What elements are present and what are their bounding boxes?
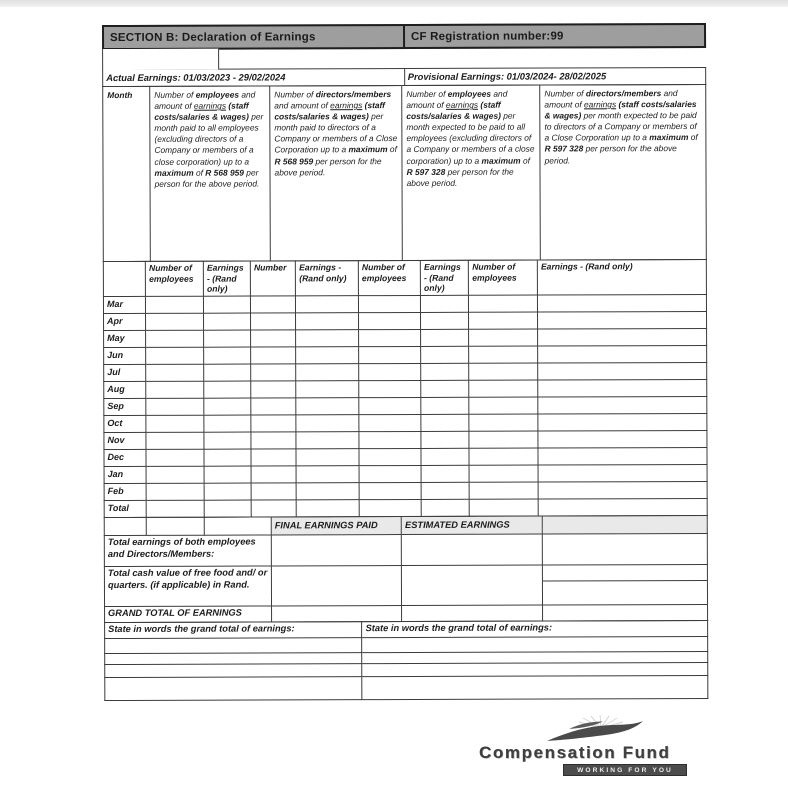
words-write-in-cell[interactable] [105,653,363,665]
state-in-words-block [104,620,708,701]
earnings-cell[interactable] [358,296,420,313]
earnings-cell[interactable] [359,432,421,449]
earnings-cell[interactable] [421,329,469,346]
total-label: Total [104,501,146,518]
gap-strip [102,47,706,70]
earnings-cell[interactable] [359,500,421,517]
grand-total-estimated-cell[interactable] [402,605,543,621]
state-in-words-label-right: State in words the grand total of earnings: [362,621,708,638]
month-label: Aug [104,382,146,399]
earnings-cell[interactable] [146,398,204,415]
column-subheader: Number [250,261,295,296]
column-subheader: Number of employees [146,261,204,296]
words-write-in-cell[interactable] [105,638,363,654]
declaration-of-earnings-form [102,24,708,701]
earnings-cell[interactable] [538,465,707,483]
logo-tagline: WORKING FOR YOU [563,764,687,776]
earnings-cell[interactable] [251,347,296,364]
earnings-cell[interactable] [204,381,251,398]
earnings-cell[interactable] [204,449,251,466]
summary-blank-cell [146,517,204,535]
earnings-cell[interactable] [538,346,707,364]
earnings-cell[interactable] [146,483,204,500]
words-write-in-cell[interactable] [362,676,708,700]
total-cash-extra-cell[interactable] [542,565,707,606]
earnings-cell[interactable] [470,499,539,516]
earnings-cell[interactable] [421,482,469,499]
compensation-fund-logo [479,714,689,776]
total-earnings-final-cell[interactable] [271,535,401,566]
summary-blank-cell [542,516,707,535]
earnings-cell[interactable] [538,414,707,432]
month-row [104,363,707,382]
earnings-cell[interactable] [296,296,359,313]
earnings-cell[interactable] [296,313,359,330]
earnings-cell[interactable] [538,295,707,313]
column-descriptions [102,84,707,262]
earnings-cell[interactable] [538,312,707,330]
state-in-words-label-left: State in words the grand total of earnings: [105,622,363,639]
earnings-cell[interactable] [251,500,296,517]
summary-blank-cell [104,518,146,536]
gap-box [102,49,219,70]
earnings-cell[interactable] [296,483,359,500]
earnings-cell[interactable] [421,499,469,516]
earnings-cell[interactable] [296,398,359,415]
final-earnings-paid-header: FINAL EARNINGS PAID [271,517,401,535]
earnings-cell[interactable] [296,347,359,364]
words-write-in-cell[interactable] [362,663,708,677]
logo-hands-icon [543,714,647,746]
month-row [104,448,707,467]
column-subheader: Earnings - (Rand only) [537,259,706,295]
earnings-cell[interactable] [296,415,359,432]
earnings-cell[interactable] [296,500,359,517]
earnings-cell[interactable] [204,432,251,449]
earnings-cell[interactable] [359,364,421,381]
earnings-cell[interactable] [421,397,469,414]
month-label: Sep [104,399,146,416]
earnings-cell[interactable] [538,448,707,466]
earnings-cell[interactable] [146,449,204,466]
earnings-cell[interactable] [538,380,707,398]
earnings-cell[interactable] [251,364,296,381]
earnings-cell[interactable] [469,465,538,482]
earnings-cell[interactable] [359,347,421,364]
earnings-cell[interactable] [204,347,251,364]
earnings-cell[interactable] [359,483,421,500]
earnings-cell[interactable] [359,398,421,415]
column-subheader: Number of employees [358,260,420,295]
earnings-cell[interactable] [296,364,359,381]
earnings-cell[interactable] [359,330,421,347]
earnings-cell[interactable] [421,448,469,465]
month-row [104,465,707,484]
earnings-cell[interactable] [251,296,296,313]
earnings-cell[interactable] [146,296,204,313]
summary-block [104,515,708,623]
earnings-cell[interactable] [421,431,469,448]
total-earnings-estimated-cell[interactable] [402,534,543,565]
earnings-cell[interactable] [146,330,204,347]
earnings-cell[interactable] [469,312,538,329]
earnings-cell[interactable] [469,482,538,499]
actual-directors-description: Number of directors/members and amount of earnings (staff costs/salaries & wages) per month paid to directors of a Company or members of a Close Corporation up to a maximum of R 568 959 per person for the above period. [270,86,403,261]
words-write-in-cell[interactable] [105,664,363,678]
total-cash-value-label: Total cash value of free food and/ or quarters. (if applicable) in Rand. [104,566,271,607]
earnings-cell[interactable] [469,397,538,414]
summary-blank-cell [204,517,271,535]
earnings-cell[interactable] [204,466,251,483]
earnings-cell[interactable] [538,397,707,415]
month-label: Jun [104,348,146,365]
earnings-cell[interactable] [469,380,538,397]
earnings-cell[interactable] [146,466,204,483]
section-title: SECTION B: Declaration of Earnings [110,30,316,44]
month-label: Feb [104,484,146,501]
earnings-cell[interactable] [204,500,251,517]
earnings-cell[interactable] [359,313,421,330]
earnings-cell[interactable] [204,483,251,500]
earnings-cell[interactable] [251,449,296,466]
earnings-cell[interactable] [204,398,251,415]
earnings-cell[interactable] [296,449,359,466]
earnings-cell[interactable] [146,313,204,330]
month-label: Oct [104,416,146,433]
earnings-cell[interactable] [251,432,296,449]
earnings-cell[interactable] [296,466,359,483]
total-earnings-label: Total earnings of both employees and Directors/Members: [104,535,271,567]
provisional-earnings-period: Provisional Earnings: 01/03/2024- 28/02/2025 [404,67,706,85]
earnings-cell[interactable] [146,415,204,432]
cell-divider-line [542,580,707,582]
grand-total-extra-cell[interactable] [542,605,707,622]
words-write-in-cell[interactable] [362,637,708,653]
month-row [104,414,707,433]
earnings-cell[interactable] [538,431,707,449]
month-label: May [104,331,146,348]
earnings-cell[interactable] [251,313,296,330]
earnings-cell[interactable] [421,312,469,329]
total-cash-final-cell[interactable] [271,566,401,606]
earnings-cell[interactable] [204,296,251,313]
earnings-cell[interactable] [251,330,296,347]
month-row [104,329,707,348]
month-label: Jan [104,467,146,484]
earnings-grid [103,259,708,518]
month-label: Jul [104,365,146,382]
earnings-cell[interactable] [204,313,251,330]
month-label: Apr [104,314,146,331]
earnings-cell[interactable] [538,329,707,347]
earnings-cell[interactable] [538,482,707,500]
earnings-cell[interactable] [359,415,421,432]
actual-earnings-period: Actual Earnings: 01/03/2023 - 29/02/2024 [103,68,405,86]
logo-name: Compensation Fund [479,743,671,762]
scan-edge-artifact [0,0,788,7]
earnings-cell[interactable] [421,363,469,380]
earnings-cell[interactable] [296,330,359,347]
earnings-cell[interactable] [251,466,296,483]
column-subheader: Earnings - (Rand only) [203,261,250,296]
month-row [104,397,707,416]
earnings-cell[interactable] [204,330,251,347]
month-row [104,346,707,365]
column-subheader: Earnings - (Rand only) [420,260,468,295]
earnings-cell[interactable] [469,414,538,431]
column-subheader: Earnings - (Rand only) [296,261,359,296]
earnings-cell[interactable] [359,466,421,483]
estimated-earnings-header: ESTIMATED EARNINGS [401,516,542,534]
earnings-cell[interactable] [146,347,204,364]
total-cash-estimated-cell[interactable] [402,565,543,605]
earnings-cell[interactable] [359,381,421,398]
earnings-cell[interactable] [421,465,469,482]
grid-subheader-row [103,259,706,296]
cf-registration-number: CF Registration number:99 [403,25,704,47]
earnings-cell[interactable] [538,363,707,381]
earnings-cell[interactable] [251,415,296,432]
month-label: Nov [104,433,146,450]
month-row [103,295,706,314]
earnings-cell[interactable] [146,364,204,381]
earnings-cell[interactable] [146,500,204,517]
earnings-cell[interactable] [146,381,204,398]
earnings-cell[interactable] [421,380,469,397]
subheader-spacer [103,261,145,296]
month-label: Mar [103,297,145,314]
month-row [104,482,707,501]
earnings-cell[interactable] [204,364,251,381]
words-write-in-cell[interactable] [105,677,363,701]
earnings-cell[interactable] [146,432,204,449]
earnings-cell[interactable] [469,329,538,346]
earnings-cell[interactable] [469,346,538,363]
earnings-cell[interactable] [538,499,707,517]
grand-total-final-cell[interactable] [272,606,402,622]
grand-total-label: GRAND TOTAL OF EARNINGS [105,606,272,623]
provisional-employees-description: Number of employees and amount of earnings (staff costs/salaries & wages) per month expected to be paid to all employees (excluding directors of a Company or members of a close corporation) up to a maximum of R 597 328 per person for the above period. [402,85,541,260]
earnings-cell[interactable] [251,398,296,415]
earnings-cell[interactable] [296,432,359,449]
earnings-cell[interactable] [421,346,469,363]
month-column-header: Month [103,86,151,261]
earnings-cell[interactable] [204,415,251,432]
section-header-bar [102,23,706,50]
earnings-cell[interactable] [469,431,538,448]
earnings-cell[interactable] [296,381,359,398]
earnings-cell[interactable] [469,295,538,312]
total-earnings-extra-cell[interactable] [542,534,707,566]
earnings-cell[interactable] [251,483,296,500]
month-row [104,431,707,450]
month-row [104,380,707,399]
earnings-cell[interactable] [359,449,421,466]
month-row [104,312,707,331]
provisional-directors-description: Number of directors/members and amount of earnings (staff costs/salaries & wages) per month expected to be paid to directors of a Company or members of a Close Corporation up to a maximum of R 597 328 per person for the above period. [540,84,706,260]
earnings-cell[interactable] [469,363,538,380]
earnings-cell[interactable] [421,295,469,312]
earnings-cell[interactable] [469,448,538,465]
column-subheader: Number of employees [469,260,538,295]
month-label: Dec [104,450,146,467]
earnings-cell[interactable] [251,381,296,398]
earnings-cell[interactable] [421,414,469,431]
actual-employees-description: Number of employees and amount of earnings (staff costs/salaries & wages) per month paid to all employees (excluding directors of a Company or members of a close corporation) up to a maximum of R 568 959 per person for the above period. [150,86,271,261]
